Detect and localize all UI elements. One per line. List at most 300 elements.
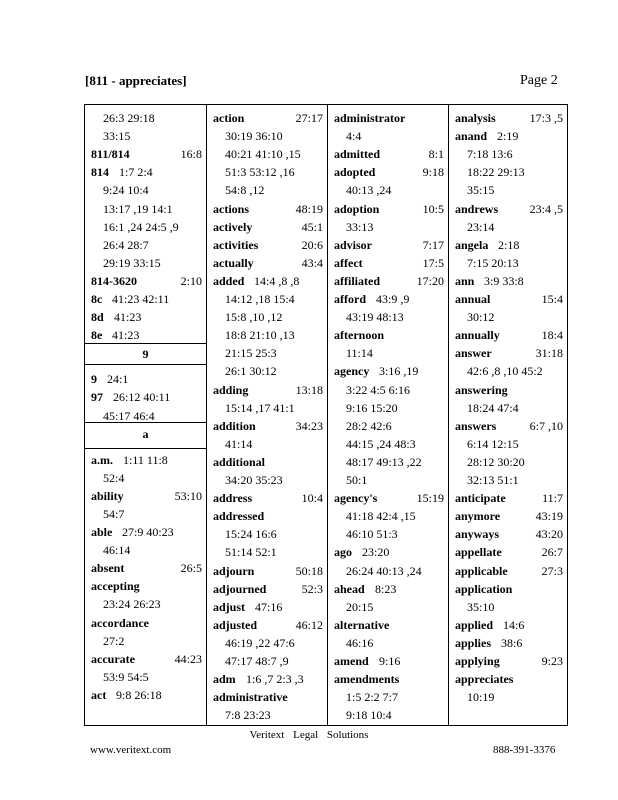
page-references: 1:5 2:2 7:7 <box>346 690 399 705</box>
index-entry <box>207 688 327 706</box>
index-term: 814 <box>91 165 109 180</box>
index-entry <box>207 399 327 417</box>
page-references: 47:17 48:7 ,9 <box>225 654 289 668</box>
page-references: 15:4 <box>541 292 563 306</box>
index-term: anyways <box>455 527 500 542</box>
page-references: 1:7 2:4 <box>119 165 153 180</box>
page-references: 20:6 <box>301 237 323 252</box>
page-references: 27:2 <box>103 633 125 648</box>
index-term: accepting <box>91 579 140 594</box>
index-term: action <box>213 111 245 125</box>
index-term: applies <box>455 635 492 650</box>
page-references: 16:8 <box>180 147 202 162</box>
page-references: 46:14 <box>103 543 131 558</box>
index-entry <box>207 362 327 380</box>
index-term: amendments <box>334 672 400 687</box>
index-entry <box>207 145 327 163</box>
page-references: 46:10 51:3 <box>346 527 398 542</box>
index-entry <box>207 290 327 308</box>
index-entry <box>85 487 206 505</box>
page-references: 51:3 53:12 ,16 <box>225 165 295 180</box>
index-entry <box>328 109 448 127</box>
page-references: 46:16 <box>346 635 374 650</box>
index-term: appreciates <box>455 672 514 687</box>
page-references: 17:5 <box>422 255 444 270</box>
index-entry <box>328 236 448 254</box>
index-entry <box>207 109 327 127</box>
page-references: 53:9 54:5 <box>103 669 149 684</box>
page-references: 9:16 15:20 <box>346 400 398 415</box>
index-table <box>84 104 568 726</box>
page-references: 43:9 ,9 <box>376 292 410 306</box>
index-term: addressed <box>213 509 265 524</box>
index-term: adding <box>213 382 249 397</box>
page-references: 15:8 ,10 ,12 <box>225 310 283 325</box>
index-entry <box>449 598 567 616</box>
index-entry <box>449 471 567 489</box>
index-entry <box>85 388 206 406</box>
page-references: 38:6 <box>501 635 523 650</box>
index-entry <box>85 181 206 199</box>
page-references: 6:14 12:15 <box>467 436 519 451</box>
page-references: 2:19 <box>497 129 519 144</box>
page-references: 51:14 52:1 <box>225 545 277 560</box>
index-entry <box>449 254 567 272</box>
index-term: adjust <box>213 599 246 614</box>
index-entry <box>85 127 206 145</box>
index-entry <box>449 634 567 652</box>
index-entry <box>85 505 206 523</box>
index-entry <box>449 145 567 163</box>
index-term: annually <box>455 328 500 343</box>
index-entry <box>328 543 448 561</box>
page-references: 7:18 13:6 <box>467 147 513 162</box>
index-term: anymore <box>455 509 501 524</box>
index-entry <box>328 634 448 652</box>
page-references: 28:12 30:20 <box>467 454 525 469</box>
index-entry <box>449 688 567 706</box>
index-term: adjourned <box>213 581 267 596</box>
page-references: 46:12 <box>295 617 323 632</box>
index-entry <box>449 236 567 254</box>
index-term: act <box>91 687 107 702</box>
index-entry <box>207 272 327 290</box>
page-number: Page 2 <box>520 73 558 88</box>
index-entry <box>328 218 448 236</box>
index-entry <box>207 489 327 507</box>
index-term: applicable <box>455 563 508 578</box>
index-term: amend <box>334 654 369 668</box>
page-references: 6:7 ,10 <box>529 418 563 433</box>
index-entry <box>85 686 206 704</box>
page-references: 13:18 <box>295 382 323 397</box>
index-entry <box>328 308 448 326</box>
page-references: 43:19 48:13 <box>346 310 404 325</box>
index-entry <box>207 435 327 453</box>
page-references: 8:1 <box>428 147 444 162</box>
index-term: admitted <box>334 147 380 162</box>
index-entry <box>449 163 567 181</box>
page-references: 7:15 20:13 <box>467 255 519 270</box>
page-references: 20:15 <box>346 599 374 614</box>
index-term: 8d <box>91 310 104 325</box>
index-term: activities <box>213 237 259 252</box>
page-references: 26:7 <box>541 545 563 560</box>
index-entry <box>449 326 567 344</box>
page-references: 28:2 42:6 <box>346 418 392 433</box>
index-entry <box>449 562 567 580</box>
page-references: 52:4 <box>103 470 125 485</box>
page-references: 18:8 21:10 ,13 <box>225 328 295 343</box>
page-references: 3:16 ,19 <box>379 364 419 379</box>
index-entry <box>207 308 327 326</box>
page-references: 41:23 42:11 <box>112 292 170 306</box>
index-term: 9 <box>91 372 97 387</box>
page-references: 48:19 <box>295 201 323 216</box>
page-references: 47:16 <box>255 599 283 614</box>
index-term: andrews <box>455 201 499 216</box>
index-term: ann <box>455 273 475 288</box>
index-term: application <box>455 581 513 596</box>
index-entry <box>207 507 327 525</box>
page-references: 1:6 ,7 2:3 ,3 <box>246 672 304 687</box>
footer-company: Veritext Legal Solutions <box>249 729 369 741</box>
index-entry <box>85 614 206 632</box>
page-references: 9:24 10:4 <box>103 183 149 198</box>
page-references: 41:23 <box>112 328 140 343</box>
index-entry <box>328 145 448 163</box>
section-header: 9 <box>142 347 149 361</box>
page-references: 18:22 29:13 <box>467 165 525 180</box>
page-references: 9:18 <box>422 165 444 180</box>
page-references: 41:18 42:4 ,15 <box>346 509 416 524</box>
page-references: 33:13 <box>346 219 374 234</box>
index-term: actually <box>213 255 254 270</box>
index-entry <box>328 290 448 308</box>
page-references: 30:12 <box>467 310 495 325</box>
index-entry <box>85 451 206 469</box>
index-entry <box>328 344 448 362</box>
index-entry <box>328 127 448 145</box>
index-term: addition <box>213 418 256 433</box>
page-references: 9:8 26:18 <box>116 687 162 702</box>
index-term: added <box>213 273 245 288</box>
page-references: 11:14 <box>346 346 373 361</box>
page-references: 40:21 41:10 ,15 <box>225 147 301 162</box>
index-entry <box>207 616 327 634</box>
index-entry <box>328 706 448 724</box>
index-entry <box>207 562 327 580</box>
index-term: 811/814 <box>91 147 130 162</box>
index-entry <box>449 435 567 453</box>
index-entry <box>328 525 448 543</box>
index-entry <box>85 308 206 326</box>
page-references: 43:4 <box>301 255 323 270</box>
index-entry <box>207 344 327 362</box>
index-entry <box>328 507 448 525</box>
index-entry <box>449 670 567 688</box>
index-term: afford <box>334 292 366 306</box>
page-references: 54:8 ,12 <box>225 183 265 198</box>
index-entry <box>449 127 567 145</box>
index-entry <box>207 706 327 724</box>
index-entry <box>207 200 327 218</box>
index-entry <box>449 290 567 308</box>
page-references: 14:6 <box>503 617 525 632</box>
index-term: able <box>91 525 113 539</box>
index-term: accurate <box>91 651 135 666</box>
page-references: 7:17 <box>422 237 444 252</box>
index-entry <box>328 652 448 670</box>
index-entry <box>207 543 327 561</box>
index-entry <box>328 163 448 181</box>
index-term: applied <box>455 617 494 632</box>
index-term: appellate <box>455 545 502 560</box>
page-references: 50:18 <box>295 563 323 578</box>
page-references: 27:9 40:23 <box>122 525 174 539</box>
page-references: 15:24 16:6 <box>225 527 277 542</box>
index-term: adm <box>213 672 236 687</box>
page-references: 35:15 <box>467 183 495 198</box>
index-term: agency's <box>334 491 378 506</box>
index-entry <box>328 562 448 580</box>
index-range: [811 - appreciates] <box>85 73 187 88</box>
index-entry <box>85 145 206 163</box>
index-term: administrator <box>334 111 406 125</box>
page-references: 26:24 40:13 ,24 <box>346 563 422 578</box>
index-term: ability <box>91 488 124 503</box>
index-term: actions <box>213 201 249 216</box>
page-references: 45:17 46:4 <box>103 408 155 423</box>
page-references: 3:22 4:5 6:16 <box>346 382 411 397</box>
index-entry <box>449 525 567 543</box>
index-term: absent <box>91 561 125 576</box>
page-references: 50:1 <box>346 473 368 487</box>
index-term: ahead <box>334 581 365 596</box>
index-term: adjourn <box>213 563 255 578</box>
page-references: 34:23 <box>295 418 323 433</box>
index-entry <box>207 525 327 543</box>
page-references: 17:20 <box>416 273 444 288</box>
page-references: 3:9 33:8 <box>484 273 524 288</box>
page-references: 1:11 11:8 <box>123 452 168 467</box>
index-entry <box>85 326 206 344</box>
index-entry <box>85 200 206 218</box>
index-term: anticipate <box>455 491 506 506</box>
page-references: 42:6 ,8 ,10 45:2 <box>467 364 543 379</box>
index-term: angela <box>455 237 489 252</box>
index-term: 97 <box>91 390 103 405</box>
index-term: advisor <box>334 237 373 252</box>
index-entry <box>85 523 206 541</box>
page-references: 43:20 <box>535 527 563 542</box>
index-entry <box>207 181 327 199</box>
index-term: adoption <box>334 201 380 216</box>
page-references: 40:13 ,24 <box>346 183 392 198</box>
index-term: affiliated <box>334 273 380 288</box>
index-entry <box>207 580 327 598</box>
page-references: 35:10 <box>467 599 495 614</box>
index-entry <box>328 580 448 598</box>
index-entry <box>449 344 567 362</box>
page-references: 21:15 25:3 <box>225 346 277 361</box>
index-term: 8e <box>91 328 103 343</box>
index-term: alternative <box>334 617 390 632</box>
index-entry <box>328 417 448 435</box>
page-references: 31:18 <box>535 346 563 361</box>
index-entry <box>449 218 567 236</box>
index-term: annual <box>455 292 491 306</box>
index-term: additional <box>213 454 266 469</box>
index-term: agency <box>334 364 370 379</box>
index-entry <box>449 308 567 326</box>
page-references: 34:20 35:23 <box>225 473 283 487</box>
page-references: 26:5 <box>180 561 202 576</box>
page-references: 2:18 <box>498 237 520 252</box>
section-divider <box>85 448 206 449</box>
index-term: answering <box>455 382 508 397</box>
index-entry <box>328 688 448 706</box>
page-references: 46:19 ,22 47:6 <box>225 635 295 650</box>
page-references: 9:23 <box>541 654 563 668</box>
page-references: 8:23 <box>375 581 397 596</box>
page-references: 26:1 30:12 <box>225 364 277 379</box>
index-entry <box>207 453 327 471</box>
index-entry <box>449 362 567 380</box>
index-entry <box>449 272 567 290</box>
page-references: 23:4 ,5 <box>529 201 563 216</box>
index-entry <box>449 543 567 561</box>
index-term: a.m. <box>91 452 113 467</box>
index-entry <box>449 453 567 471</box>
index-entry <box>328 598 448 616</box>
index-term: answer <box>455 346 492 361</box>
page-references: 15:14 ,17 41:1 <box>225 400 295 415</box>
page-references: 29:19 33:15 <box>103 255 161 270</box>
page-references: 27:3 <box>541 563 563 578</box>
index-term: administrative <box>213 690 288 705</box>
index-entry <box>328 435 448 453</box>
index-term: ago <box>334 545 352 560</box>
index-entry <box>85 272 206 290</box>
index-entry <box>328 616 448 634</box>
page-references: 45:1 <box>301 219 323 234</box>
index-entry <box>328 362 448 380</box>
index-entry <box>328 453 448 471</box>
index-entry <box>328 489 448 507</box>
index-entry <box>449 417 567 435</box>
page-references: 48:17 49:13 ,22 <box>346 454 422 469</box>
index-entry <box>449 181 567 199</box>
index-entry <box>449 507 567 525</box>
index-entry <box>85 595 206 613</box>
index-term: applying <box>455 654 500 668</box>
index-entry <box>449 489 567 507</box>
index-entry <box>207 163 327 181</box>
page-references: 16:1 ,24 24:5 ,9 <box>103 219 179 234</box>
page-references: 24:1 <box>107 372 129 387</box>
index-term: accordance <box>91 615 149 630</box>
index-entry <box>207 652 327 670</box>
page-references: 27:17 <box>295 111 323 125</box>
page-references: 23:24 26:23 <box>103 597 161 612</box>
index-entry <box>449 109 567 127</box>
index-entry <box>85 407 206 425</box>
index-entry <box>449 381 567 399</box>
index-entry <box>85 668 206 686</box>
page-references: 14:12 ,18 15:4 <box>225 292 295 306</box>
index-entry <box>85 254 206 272</box>
index-entry <box>207 381 327 399</box>
index-entry <box>449 616 567 634</box>
footer-website: www.veritext.com <box>90 744 172 756</box>
index-entry <box>85 469 206 487</box>
index-entry <box>85 163 206 181</box>
index-term: analysis <box>455 111 496 125</box>
index-entry <box>207 254 327 272</box>
page-references: 26:3 29:18 <box>103 111 155 125</box>
index-entry <box>85 109 206 127</box>
page-references: 41:14 <box>225 436 253 451</box>
page-references: 2:10 <box>180 273 202 288</box>
page-references: 15:19 <box>416 491 444 506</box>
index-term: answers <box>455 418 497 433</box>
index-entry <box>328 399 448 417</box>
page-references: 17:3 ,5 <box>529 111 563 125</box>
page-references: 44:23 <box>174 651 202 666</box>
index-entry <box>449 399 567 417</box>
index-entry <box>328 670 448 688</box>
index-entry <box>449 652 567 670</box>
index-entry <box>328 200 448 218</box>
page-references: 41:23 <box>114 310 142 325</box>
index-entry <box>85 236 206 254</box>
page-references: 9:16 <box>379 654 401 668</box>
index-entry <box>449 200 567 218</box>
page-references: 26:4 28:7 <box>103 237 149 252</box>
page-references: 26:12 40:11 <box>113 390 171 405</box>
index-term: 814-3620 <box>91 273 137 288</box>
page-references: 11:7 <box>542 491 563 506</box>
index-entry <box>207 670 327 688</box>
page-references: 52:3 <box>301 581 323 596</box>
index-entry <box>328 471 448 489</box>
page-references: 23:20 <box>362 545 390 560</box>
index-entry <box>328 381 448 399</box>
page-references: 4:4 <box>346 129 362 144</box>
index-entry <box>85 559 206 577</box>
index-entry <box>328 272 448 290</box>
page-references: 53:10 <box>174 488 202 503</box>
index-term: address <box>213 491 253 506</box>
page-references: 7:8 23:23 <box>225 708 271 723</box>
index-entry <box>207 236 327 254</box>
index-entry <box>449 580 567 598</box>
index-term: anand <box>455 129 488 144</box>
index-entry <box>85 650 206 668</box>
page-references: 32:13 51:1 <box>467 473 519 487</box>
index-entry <box>207 218 327 236</box>
index-term: affect <box>334 255 363 270</box>
page-references: 33:15 <box>103 129 131 144</box>
page-references: 10:4 <box>301 491 323 506</box>
page-references: 23:14 <box>467 219 495 234</box>
page-references: 44:15 ,24 48:3 <box>346 436 416 451</box>
index-entry <box>328 254 448 272</box>
index-entry <box>85 370 206 388</box>
index-entry <box>207 127 327 145</box>
page-references: 14:4 ,8 ,8 <box>254 273 300 288</box>
